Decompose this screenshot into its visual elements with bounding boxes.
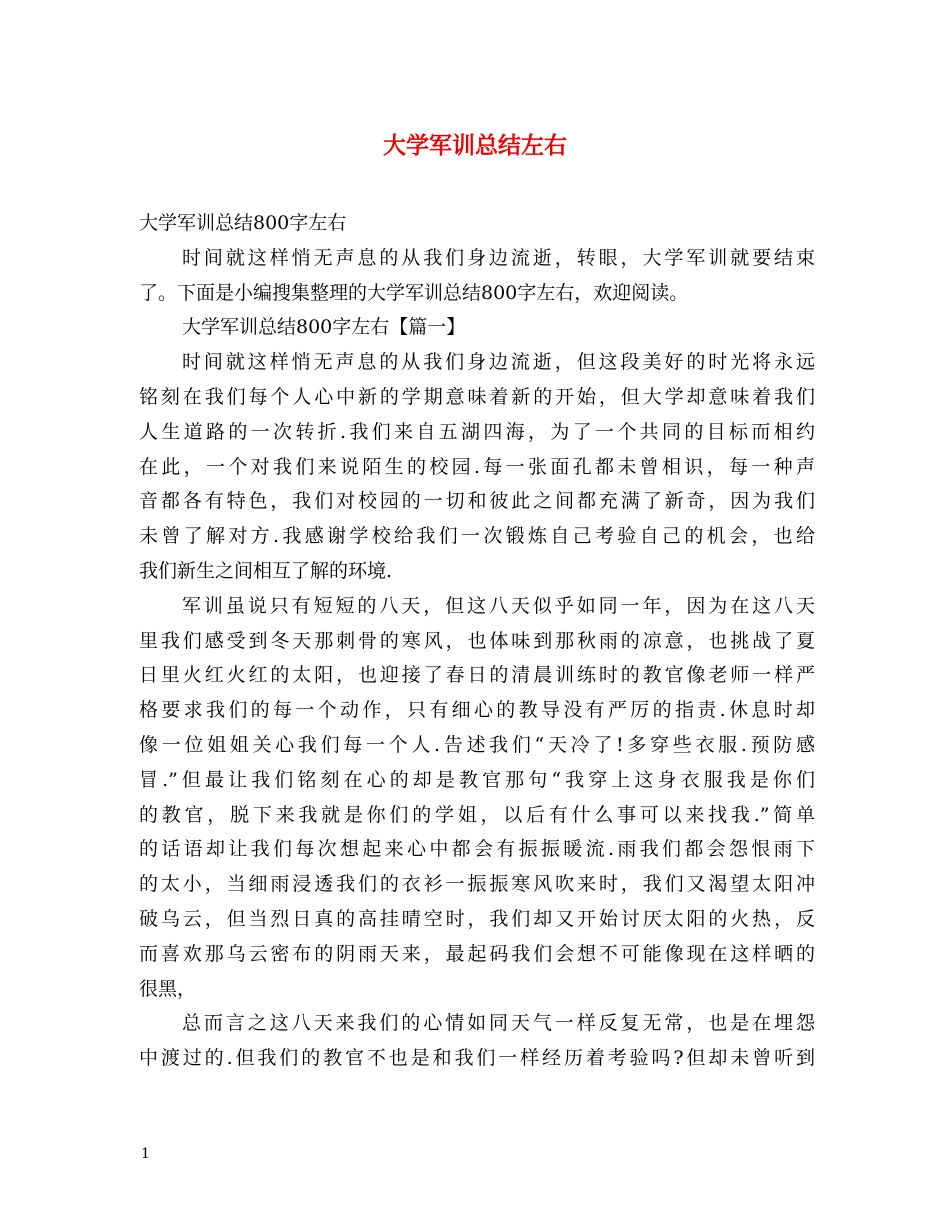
text-line: 铭刻在我们每个人心中新的学期意味着新的开始，但大学却意味着我们 — [139, 385, 815, 408]
text-line: 了。下面是小编搜集整理的大学军训总结800字左右，欢迎阅读。 — [139, 281, 689, 304]
text-line: 未曾了解对方.我感谢学校给我们一次锻炼自己考验自己的机会，也给 — [139, 525, 815, 548]
text-line: 破乌云，但当烈日真的高挂晴空时，我们却又开始讨厌太阳的火热，反 — [139, 907, 815, 930]
text-line: 里我们感受到冬天那刺骨的寒风，也体味到那秋雨的凉意，也挑战了夏 — [139, 629, 815, 652]
text-line: 总而言之这八天来我们的心情如同天气一样反复无常，也是在埋怨 — [182, 1012, 815, 1035]
text-line: 而喜欢那乌云密布的阴雨天来，最起码我们会想不可能像现在这样晒的 — [139, 942, 815, 965]
text-line: 在此，一个对我们来说陌生的校园.每一张面孔都未曾相识，每一种声 — [139, 455, 815, 478]
text-line: 军训虽说只有短短的八天，但这八天似乎如同一年，因为在这八天 — [182, 594, 815, 617]
text-line: 日里火红火红的太阳，也迎接了春日的清晨训练时的教官像老师一样严 — [139, 664, 815, 687]
text-line: 很黑， — [139, 977, 197, 1000]
text-line: 人生道路的一次转折.我们来自五湖四海，为了一个共同的目标而相约 — [139, 420, 815, 443]
text-line: 中渡过的.但我们的教官不也是和我们一样经历着考验吗?但却未曾听到 — [139, 1047, 815, 1070]
text-line: 的话语却让我们每次想起来心中都会有振振暖流.雨我们都会怨恨雨下 — [139, 838, 815, 861]
text-line: 的太小，当细雨浸透我们的衣衫一振振寒风吹来时，我们又渴望太阳冲 — [139, 873, 815, 896]
text-line: 时间就这样悄无声息的从我们身边流逝，但这段美好的时光将永远 — [182, 351, 815, 374]
text-line: 我们新生之间相互了解的环境. — [139, 559, 393, 582]
text-line: 时间就这样悄无声息的从我们身边流逝，转眼，大学军训就要结束 — [182, 246, 815, 269]
text-line: 冒.”但最让我们铭刻在心的却是教官那句“我穿上这身衣服我是你们 — [139, 768, 815, 791]
text-line: 的教官，脱下来我就是你们的学姐，以后有什么事可以来找我.”简单 — [139, 803, 815, 826]
text-line: 格要求我们的每一个动作，只有细心的教导没有严厉的指责.休息时却 — [139, 699, 815, 722]
page-number: 1 — [141, 1146, 150, 1162]
text-line: 大学军训总结800字左右 — [139, 212, 347, 234]
document-body — [139, 206, 815, 1076]
document-title: 大学军训总结左右 — [383, 132, 567, 159]
text-line: 像一位姐姐关心我们每一个人.告述我们“天冷了!多穿些衣服.预防感 — [139, 733, 815, 756]
text-line: 大学军训总结800字左右【篇一】 — [182, 316, 466, 339]
text-line: 音都各有特色，我们对校园的一切和彼此之间都充满了新奇，因为我们 — [139, 490, 815, 513]
